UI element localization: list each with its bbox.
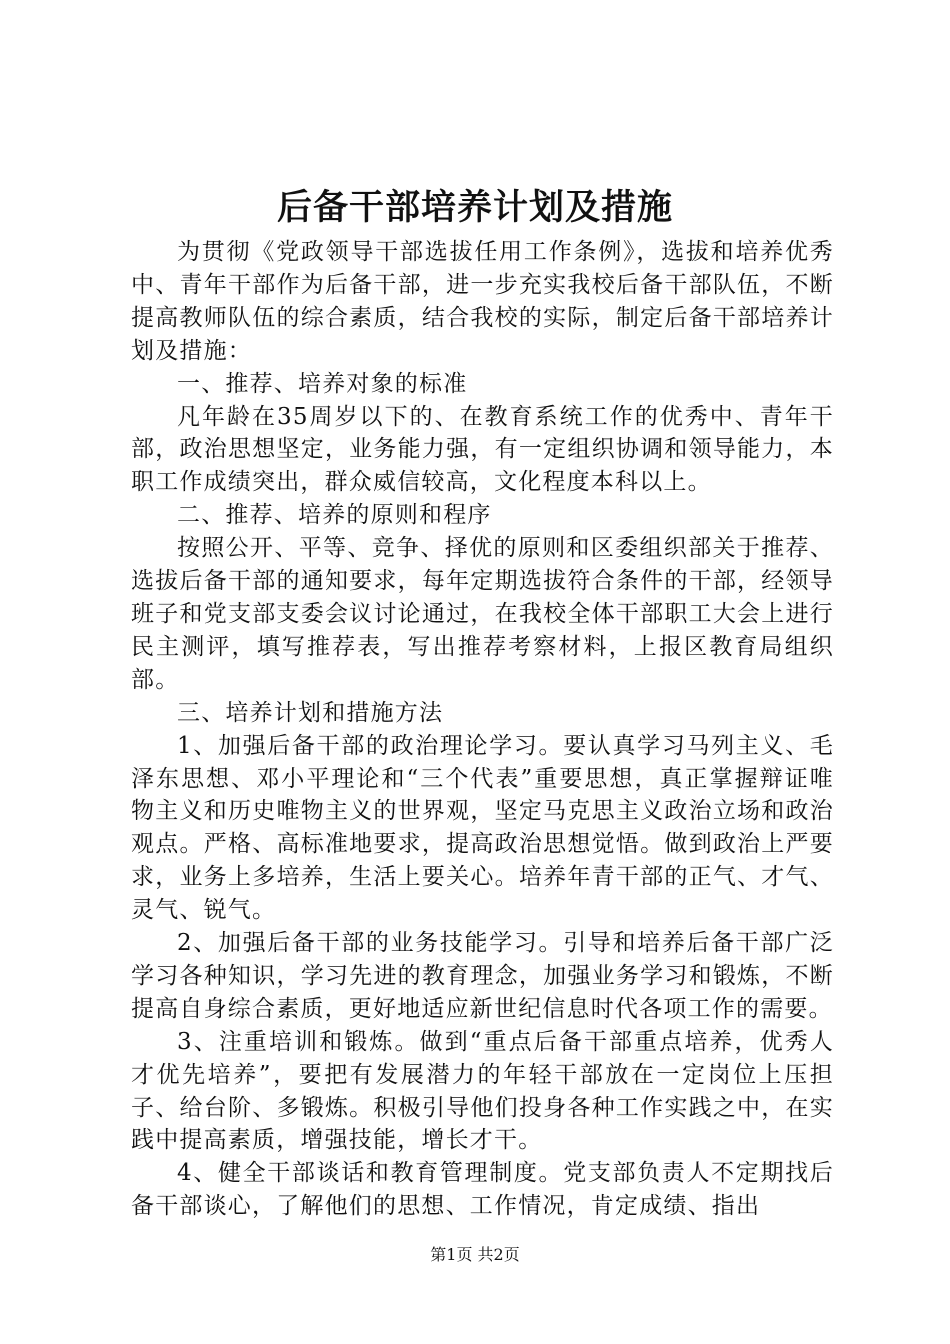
document-body bbox=[131, 236, 834, 1223]
section-heading-2: 二、推荐、培养的原则和程序 bbox=[177, 502, 492, 529]
measure-paragraph-2: 2、加强后备干部的业务技能学习。引导和培养后备干部广泛学习各种知识，学习先进的教育理念，加强业务学习和锻炼，不断提高自身综合素质，更好地适应新世纪信息时代各项工作的需要。 bbox=[131, 930, 834, 1022]
section-heading-3: 三、培养计划和措施方法 bbox=[177, 699, 444, 726]
measure-paragraph-1: 1、加强后备干部的政治理论学习。要认真学习马列主义、毛泽东思想、邓小平理论和“三个代表”重要思想，真正掌握辩证唯物主义和历史唯物主义的世界观，坚定马克思主义政治立场和政治观点。严格、高标准地要求，提高政治思想觉悟。做到政治上严要求，业务上多培养，生活上要关心。培养年青干部的正气、才气、灵气、锐气。 bbox=[131, 732, 834, 924]
body-paragraph: 按照公开、平等、竞争、择优的原则和区委组织部关于推荐、选拔后备干部的通知要求，每年定期选拔符合条件的干部，经领导班子和党支部支委会议讨论通过，在我校全体干部职工大会上进行民主测评，填写推荐表，写出推荐考察材料，上报区教育局组织部。 bbox=[131, 535, 834, 693]
intro-paragraph: 为贯彻《党政领导干部选拔任用工作条例》，选拔和培养优秀中、青年干部作为后备干部，进一步充实我校后备干部队伍，不断提高教师队伍的综合素质，结合我校的实际，制定后备干部培养计划及措施： bbox=[131, 239, 834, 364]
section-heading-1: 一、推荐、培养对象的标准 bbox=[177, 370, 468, 397]
measure-paragraph-4: 4、健全干部谈话和教育管理制度。党支部负责人不定期找后备干部谈心，了解他们的思想、工作情况，肯定成绩、指出 bbox=[131, 1160, 834, 1220]
measure-paragraph-3: 3、注重培训和锻炼。做到“重点后备干部重点培养，优秀人才优先培养”，要把有发展潜力的年轻干部放在一定岗位上压担子、给台阶、多锻炼。积极引导他们投身各种工作实践之中，在实践中提高素质，增强技能，增长才干。 bbox=[131, 1028, 834, 1154]
body-paragraph: 凡年龄在35周岁以下的、在教育系统工作的优秀中、青年干部，政治思想坚定，业务能力强，有一定组织协调和领导能力，本职工作成绩突出，群众威信较高，文化程度本科以上。 bbox=[131, 403, 834, 496]
page-footer: 第1页 共2页 bbox=[430, 1245, 520, 1264]
document-title: 后备干部培养计划及措施 bbox=[276, 187, 673, 228]
